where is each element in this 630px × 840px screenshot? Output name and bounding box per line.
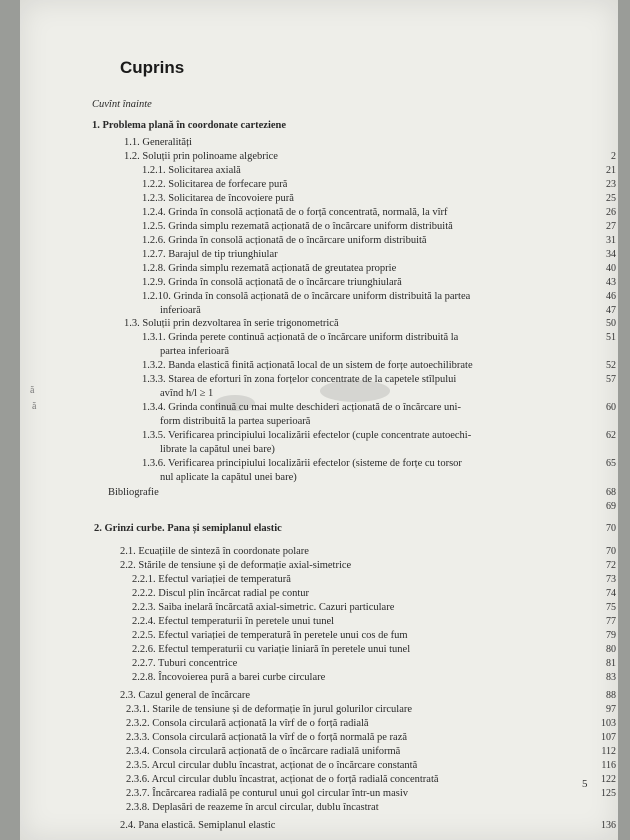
toc-entry-page: 43 [606,277,616,288]
toc-entry-title: librate la capătul unei bare) [160,444,275,455]
toc-entry-page: 25 [606,193,616,204]
toc-entry [126,745,616,759]
toc-entry-title: 1.2.6. Grinda în consolă acționată de o încărcare uniform distribuită [142,235,427,246]
toc-entry-page: 73 [606,574,616,585]
toc-entry-title: 2.2.5. Efectul variației de temperatură în peretele unui cos de fum [132,630,408,641]
toc-entry [142,262,616,276]
toc-entry-page: 57 [606,374,616,385]
toc-entry-title: 2.2.8. Încovoierea pură a barei curbe circulare [132,672,326,683]
toc-entry-title: 2.2.1. Efectul variației de temperatură [132,574,291,585]
toc-entry [160,387,616,401]
toc-entry [142,192,616,206]
toc-entry [94,522,616,536]
toc-entry [142,220,616,234]
toc-entry-title: 1.3.3. Starea de eforturi în zona forțelor concentrate de la capetele stîlpului [142,374,457,385]
toc-entry [132,643,616,657]
toc-entry [126,703,616,717]
toc-entry-page: 26 [606,207,616,218]
toc-entry [124,317,616,331]
toc-entry-title: Bibliografie [108,487,159,498]
toc-entry [132,601,616,615]
toc-entry-page: 52 [606,360,616,371]
toc-entry-page: 50 [606,318,616,329]
toc-entry-title: 1.3.2. Banda elastică finită acționată local de un sistem de forțe autoechilibrate [142,360,473,371]
toc-entry [108,500,616,514]
toc-entry [120,819,616,833]
toc-entry-page: 34 [606,249,616,260]
toc-entry [142,290,616,304]
toc-entry [126,731,616,745]
toc-entry [160,304,616,318]
toc-entry-page: 88 [606,690,616,701]
toc-entry [160,345,616,359]
toc-entry-title: form distribuită la partea superioară [160,416,311,427]
toc-entry [126,801,616,815]
toc-entry-page: 97 [606,704,616,715]
toc-entry-title: 2.4. Pana elastică. Semiplanul elastic [120,820,276,831]
toc-entry-title: 1.2.9. Grinda în consolă acționată de o încărcare triunghiulară [142,277,402,288]
toc-entry-title: 2.3.1. Starile de tensiune și de deformație în jurul golurilor circulare [126,704,413,715]
toc-entry [142,457,616,471]
toc-entry [92,98,616,112]
toc-entry [142,401,616,415]
toc-entry-page: 136 [601,820,616,831]
toc-entry-title: 1.3.4. Grinda continuă cu mai multe deschideri acționată de o încărcare uni- [142,402,461,413]
toc-entry-title: 2.1. Ecuațiile de sinteză în coordonate polare [120,546,309,557]
toc-entry-title: 2.3.3. Consola circulară acționată la vîrf de o forță normală pe rază [126,732,408,743]
toc-entry-page: 125 [601,788,616,799]
toc-entry-page: 107 [601,732,616,743]
toc-entry [132,615,616,629]
toc-entry [142,234,616,248]
toc-entry [120,559,616,573]
toc-entry [132,629,616,643]
toc-entry-page: 69 [606,501,616,512]
toc-entry-page: 46 [606,291,616,302]
toc-entry [142,276,616,290]
toc-entry-page: 23 [606,179,616,190]
toc-entry-title: 1.3.1. Grinda perete continuă acționată de o încărcare uniform distribuită la [142,332,459,343]
toc-entry-title: 2.3.5. Arcul circular dublu încastrat, acționat de o încărcare constantă [126,760,418,771]
toc-entry [142,373,616,387]
toc-entry-title: 1.2.7. Barajul de tip triunghiular [142,249,278,260]
toc-entry-page: 112 [601,746,616,757]
toc-entry-title: 1.2.8. Grinda simplu rezemată acționată de greutatea proprie [142,263,397,274]
toc-entry-title: 2.3.4. Consola circulară acționată de o încărcare radială uniformă [126,746,401,757]
toc-entry [132,657,616,671]
toc-entry-page: 72 [606,560,616,571]
toc-entry-title: 2.3.8. Deplasări de reazeme în arcul circular, dublu încastrat [126,802,379,813]
toc-entry [120,545,616,559]
toc-entry-page: 68 [606,487,616,498]
toc-entry-page: 21 [606,165,616,176]
toc-entry-page: 79 [606,630,616,641]
toc-entry [142,178,616,192]
toc-entry-title: 2.3. Cazul general de încărcare [120,690,251,701]
toc-entry [126,773,616,787]
page-number: 5 [582,778,588,790]
toc-entry-title: 1.1. Generalități [124,137,192,148]
margin-mark: ă [30,385,35,396]
toc-entry [142,359,616,373]
toc-entry [92,119,616,133]
toc-entry-page: 60 [606,402,616,413]
toc-entry-title: nul aplicate la capătul unei bare) [160,472,297,483]
toc-entry-title: avînd h/l ≥ 1 [160,388,214,399]
toc-entry [142,206,616,220]
toc-entry-page: 51 [606,332,616,343]
book-page [20,0,618,840]
toc-entry [126,759,616,773]
toc-entry [132,671,616,685]
toc-entry-page: 77 [606,616,616,627]
margin-mark: ă [32,401,37,412]
toc-entry [126,787,616,801]
toc-entry-title: 1.2.2. Solicitarea de forfecare pură [142,179,288,190]
toc-entry-title: 1.3.5. Verificarea principiului localizării efectelor (cuple concentrate autoechi- [142,430,472,441]
toc-entry-title: 2.2.6. Efectul temperaturii cu variație liniară în peretele unui tunel [132,644,411,655]
toc-entry-title: 2.3.2. Consola circulară acționată la vîrf de o forță radială [126,718,369,729]
toc-entry-page: 80 [606,644,616,655]
toc-entry-title: 2.3.6. Arcul circular dublu încastrat, acționat de o forță radială concentrată [126,774,439,785]
toc-entry-page: 2 [611,151,616,162]
toc-entry-title: 1.2.10. Grinda în consolă acționată de o încărcare uniform distribuită la partea [142,291,471,302]
toc-entry [160,415,616,429]
toc-entry-page: 81 [606,658,616,669]
toc-entry-title: 1.2.4. Grinda în consolă acționată de o forță concentrată, normală, la vîrf [142,207,448,218]
toc-entry [142,331,616,345]
toc-entry [160,471,616,485]
toc-entry-page: 62 [606,430,616,441]
toc-entry [124,136,616,150]
toc-entry-page: 116 [601,760,616,771]
toc-entry-title: 1. Problema plană în coordonate carteziene [92,120,287,131]
toc-entry [160,443,616,457]
toc-entry-title: 2.2. Stările de tensiune și de deformație axial-simetrice [120,560,352,571]
toc-entry-page: 83 [606,672,616,683]
toc-entry-title: partea inferioară [160,346,230,357]
toc-entry-title: 1.3.6. Verificarea principiului localizării efectelor (sisteme de forțe cu torsor [142,458,462,469]
toc-entry [124,150,616,164]
toc-entry-title: inferioară [160,305,201,316]
toc-entry [142,164,616,178]
toc-entry [120,689,616,703]
toc-entry-title: 2.3.7. Încărcarea radială pe conturul unui gol circular într-un masiv [126,788,409,799]
toc-entry-page: 70 [606,546,616,557]
toc-entry-title: 2.2.3. Saiba inelară încărcată axial-simetric. Cazuri particulare [132,602,395,613]
toc-entry-title: 1.2.1. Solicitarea axială [142,165,241,176]
toc-entry-title: 2. Grinzi curbe. Pana și semiplanul elastic [94,523,282,534]
toc-entry-title: 1.3. Soluții prin dezvoltarea în serie trigonometrică [124,318,339,329]
toc-entry-title: 2.2.4. Efectul temperaturii în peretele unui tunel [132,616,335,627]
toc-entry-page: 74 [606,588,616,599]
toc-entry-page: 40 [606,263,616,274]
toc-entry-page: 31 [606,235,616,246]
toc-entry [142,429,616,443]
toc-entry [132,573,616,587]
toc-entry-page: 27 [606,221,616,232]
toc-entry-page: 70 [606,523,616,534]
toc-entry-page: 65 [606,458,616,469]
toc-entry-page: 75 [606,602,616,613]
toc-entry [126,717,616,731]
toc-entry-title: 1.2.5. Grinda simplu rezemată acționată de o încărcare uniform distribuită [142,221,453,232]
page-title: Cuprins [120,58,185,77]
toc-entry-title: 1.2. Soluții prin polinoame algebrice [124,151,278,162]
toc-entry [108,486,616,500]
toc-entry-page: 122 [601,774,616,785]
toc-entry-page: 103 [601,718,616,729]
toc-entry-page: 47 [606,305,616,316]
toc-entry-title: Cuvînt înainte [92,99,152,110]
toc-entry-title: 2.2.2. Discul plin încărcat radial pe contur [132,588,309,599]
toc-entry-title: 1.2.3. Solicitarea de încovoiere pură [142,193,294,204]
toc-entry [132,587,616,601]
toc-entry-title: 2.2.7. Tuburi concentrice [132,658,238,669]
toc-entry [142,248,616,262]
